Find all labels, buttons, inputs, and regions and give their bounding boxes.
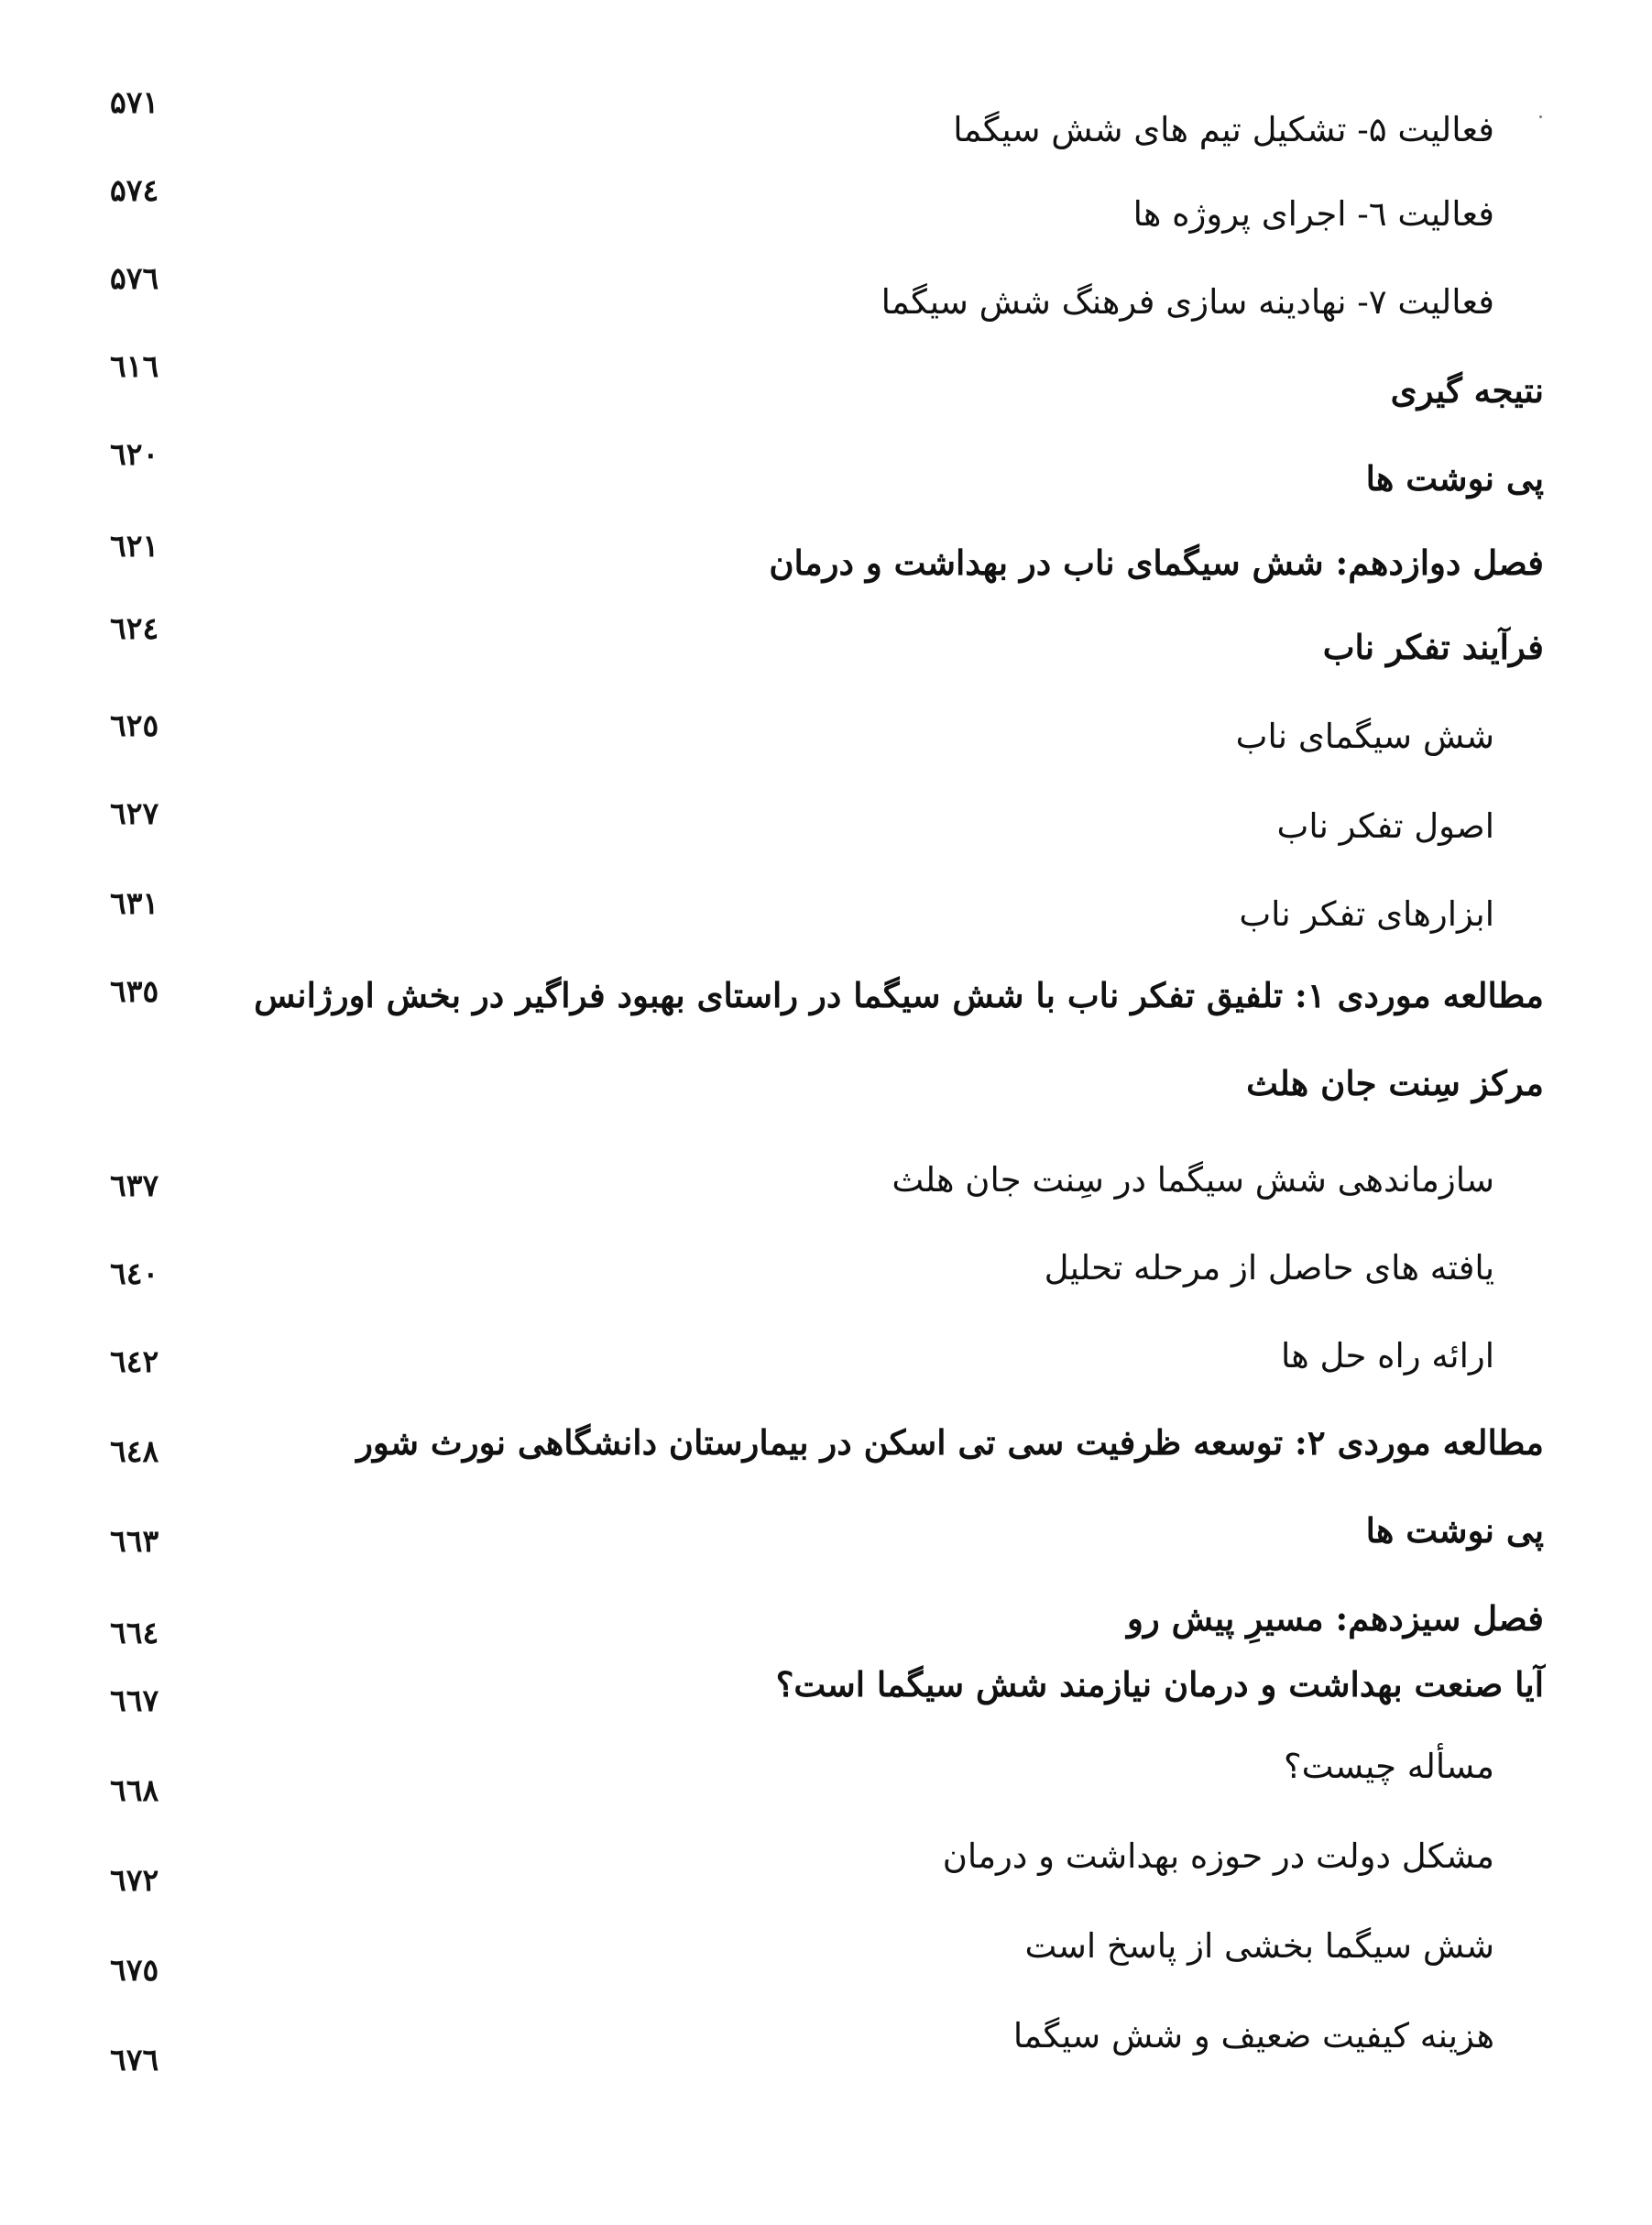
toc-entry[interactable]: [0, 1833, 1652, 1906]
toc-entry-title: مطالعه موردی ۱: تلفیق تفکر ناب با شش سیگما در راستای بهبود فراگیر در بخش اورژانس مرکز سِنت جان هلث: [254, 975, 1544, 1103]
toc-entry[interactable]: [0, 971, 1652, 1145]
toc-entry[interactable]: [0, 1743, 1652, 1816]
toc-entry[interactable]: [0, 706, 1652, 779]
toc-page-number: ٦٢٥: [110, 707, 159, 743]
toc-entry[interactable]: [0, 82, 1652, 156]
toc-entry[interactable]: [0, 1419, 1652, 1492]
toc-page-number: ۵۷٦: [110, 260, 159, 296]
toc-page-number: ٦٤٨: [110, 1433, 159, 1469]
toc-entry[interactable]: [0, 526, 1652, 599]
toc-entry-title: سازماندهی شش سیگما در سِنت جان هلث: [892, 1160, 1494, 1200]
toc-entry-title: شش سیگمای ناب: [1235, 717, 1494, 756]
toc-entry[interactable]: [0, 1156, 1652, 1230]
toc-entry-title: شش سیگما بخشی از پاسخ است: [1024, 1926, 1494, 1966]
toc-page-number: ٦١٦: [110, 348, 159, 384]
toc-entry[interactable]: [0, 1507, 1652, 1580]
toc-entry[interactable]: [0, 258, 1652, 332]
toc-entry[interactable]: [0, 1923, 1652, 1996]
toc-page-number: ٦٧٥: [110, 1952, 159, 1988]
toc-entry-title: فعالیت ٦- اجرای پروژه ها: [1132, 194, 1494, 234]
toc-entry-title: پی نوشت ها: [1365, 458, 1544, 499]
toc-entry[interactable]: [0, 434, 1652, 508]
toc-entry-title: اصول تفکر ناب: [1276, 806, 1494, 846]
toc-page-number: ٦٣٧: [110, 1167, 159, 1203]
toc-entry-title: مطالعه موردی ۲: توسعه ظرفیت سی تی اسکن در بیمارستان دانشگاهی نورث شور: [356, 1422, 1544, 1463]
toc-page-number: ٦٧٦: [110, 2042, 159, 2077]
toc-entry-title: مشکل دولت در حوزه بهداشت و درمان: [942, 1836, 1494, 1876]
toc-entry[interactable]: [0, 1661, 1652, 1734]
toc-entry-title: فعالیت ۵- تشکیل تیم های شش سیگما: [953, 110, 1494, 149]
toc-page-number: ٦٦٣: [110, 1523, 159, 1559]
toc-entry-title: آیا صنعت بهداشت و درمان نیازمند شش سیگما است؟: [775, 1664, 1544, 1704]
toc-page-number: ٦٦٨: [110, 1772, 159, 1808]
toc-entry-title: یافته های حاصل از مرحله تحلیل: [1044, 1248, 1494, 1288]
toc-page-number: ٦٢٠: [110, 436, 159, 472]
toc-page-number: ٦٤٢: [110, 1343, 159, 1379]
toc-entry[interactable]: [0, 346, 1652, 420]
toc-entry[interactable]: [0, 1595, 1652, 1668]
toc-page-number: ۵۷۱: [110, 84, 159, 120]
toc-page-number: ٦٢٧: [110, 795, 159, 831]
toc-page-number: ٦٧٢: [110, 1862, 159, 1898]
toc-entry[interactable]: [0, 608, 1652, 682]
toc-entry[interactable]: [0, 883, 1652, 957]
toc-entry-title: فعالیت ۷- نهادینه سازی فرهنگ شش سیگما: [881, 282, 1494, 322]
toc-entry[interactable]: [0, 1332, 1652, 1406]
toc-page-number: ٦٦٧: [110, 1682, 159, 1718]
toc-entry-title: فصل دوازدهم: شش سیگمای ناب در بهداشت و درمان: [769, 543, 1544, 583]
toc-entry-title: نتیجه گیری: [1390, 370, 1544, 411]
toc-page-number: ٦٣٥: [110, 973, 159, 1009]
toc-entry-title: ابزارهای تفکر ناب: [1239, 894, 1494, 934]
toc-entry[interactable]: [0, 1244, 1652, 1318]
toc-page-number: ٦٤٠: [110, 1255, 159, 1291]
toc-entry-title: مسأله چیست؟: [1284, 1747, 1494, 1786]
toc-page-number: ٦٣١: [110, 885, 159, 921]
toc-page-number: ۵۷٤: [110, 172, 159, 208]
toc-page-number: ٦٢٤: [110, 610, 159, 646]
toc-entry-title: هزینه کیفیت ضعیف و شش سیگما: [1012, 2016, 1494, 2055]
toc-page-number: ٦٦٤: [110, 1615, 159, 1650]
toc-entry-title: فصل سیزدهم: مسیرِ پیش رو: [1127, 1598, 1544, 1639]
toc-entry-title: فرآیند تفکر ناب: [1322, 627, 1544, 667]
toc-entry-title: پی نوشت ها: [1365, 1510, 1544, 1551]
toc-entry[interactable]: [0, 794, 1652, 867]
toc-entry[interactable]: [0, 2012, 1652, 2086]
toc-entry[interactable]: [0, 170, 1652, 244]
toc-page-number: ٦٢١: [110, 528, 159, 564]
toc-entry-title: ارائه راه حل ها: [1280, 1336, 1494, 1376]
